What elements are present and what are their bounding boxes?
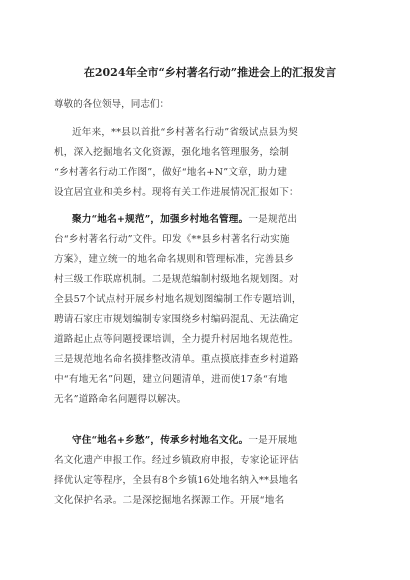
section1-line: 无名”道路命名问题得以解决。 bbox=[54, 394, 187, 405]
intro-line: 近年来，**县以首批“乡村著名行动”省级试点县为契 bbox=[72, 127, 298, 138]
section2-lead: 一是开展地 bbox=[248, 435, 298, 446]
section2-line: 文化保护名录。二是深挖掘地名探源工作。开展“地名 bbox=[54, 495, 285, 506]
section2-line: 名文化遗产申报工作。经过乡镇政府申报，专家论证评估 bbox=[54, 455, 299, 466]
section1-line: 聘请石家庄市规划编制专家围绕乡村编码混乱、无法确定 bbox=[54, 314, 299, 325]
section1-line: 中“有地无名”问题，建立问题清单，进而使17条“有地 bbox=[54, 374, 288, 385]
salutation: 尊敬的各位领导，同志们： bbox=[54, 99, 170, 110]
section1-line: 全县57个试点村开展乡村地名规划图编制工作专题培训， bbox=[54, 294, 302, 305]
section1-lead: 一是规范出 bbox=[248, 214, 298, 225]
section2-heading: 守住“地名+乡愁”，传承乡村地名文化。 bbox=[72, 435, 249, 446]
intro-line: 机，深入挖掘地名文化资源，强化地名管理服务，绘制 bbox=[54, 147, 290, 158]
section2-line: 择优认定等程序，全县有8个乡镇16处地名纳入**县地名 bbox=[54, 475, 299, 486]
section2-first-line bbox=[72, 435, 297, 447]
section1-line: 方案》，建立统一的地名命名规则和管理标准，完善县乡 bbox=[54, 254, 295, 265]
section1-line: 三是规范地名命名摸排整改清单。重点摸底排查乡村道路 bbox=[54, 354, 299, 365]
document-title: 在2024年全市“乡村著名行动”推进会上的汇报发言 bbox=[83, 66, 337, 79]
section1-line: 台“乡村著名行动”文件。印发《**县乡村著名行动实施 bbox=[54, 234, 290, 245]
section1-line: 村三级工作联席机制。二是规范编制村级地名规划图。对 bbox=[54, 274, 299, 285]
intro-line: 设宜居宜业和美乡村。现将有关工作进展情况汇报如下： bbox=[54, 187, 299, 198]
section1-heading: 聚力“地名+规范”，加强乡村地名管理。 bbox=[72, 214, 249, 225]
section1-line: 道路起止点等问题授课培训，全力提升村居地名规范性。 bbox=[54, 334, 299, 345]
intro-line: “乡村著名行动工作图”，做好“地名+N”文章，助力建 bbox=[54, 167, 288, 178]
section1-first-line bbox=[72, 214, 297, 226]
